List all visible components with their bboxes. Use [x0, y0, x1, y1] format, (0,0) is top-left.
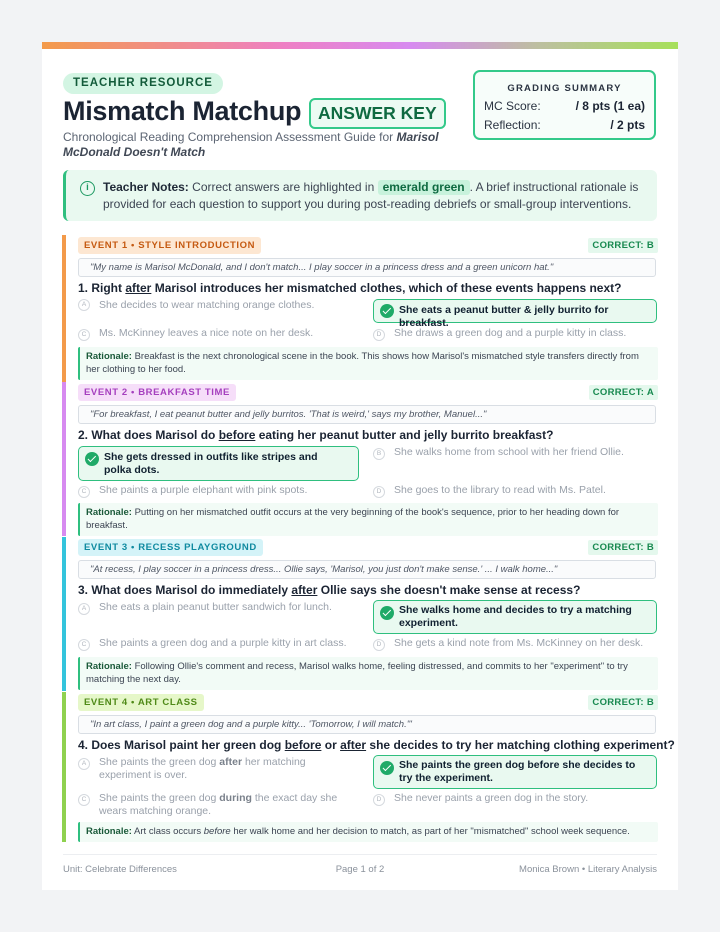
event-tag: EVENT 2 • BREAKFAST TIME — [78, 384, 236, 401]
option-text-post: her matching experiment is over. — [99, 756, 306, 781]
worksheet-page — [42, 42, 678, 890]
rationale-label: Rationale: — [86, 507, 132, 518]
notes-text-before: Correct answers are highlighted in — [188, 180, 378, 194]
rationale-emphasis: before — [203, 826, 231, 837]
section-color-bar — [62, 537, 66, 691]
rationale-label: Rationale: — [86, 351, 132, 362]
section-color-bar — [62, 382, 66, 536]
question-keyword-before: before — [284, 738, 322, 752]
question-keyword: before — [218, 428, 256, 442]
section-color-bar — [62, 235, 66, 385]
option-letter: D — [373, 794, 385, 806]
option-letter: D — [373, 486, 385, 498]
footer-unit: Unit: Celebrate Differences — [63, 864, 177, 875]
emerald-highlight: emerald green — [378, 180, 470, 195]
event-section-4 — [62, 692, 675, 842]
option-text: She walks home from school with her friend Ollie. — [394, 446, 624, 458]
option-letter: C — [78, 329, 90, 341]
check-circle-icon — [380, 606, 394, 620]
option-c[interactable] — [78, 792, 358, 820]
option-text: She eats a plain peanut butter sandwich for lunch. — [99, 601, 332, 613]
story-quote: "My name is Marisol McDonald, and I don't match... I play soccer in a princess dress and a green unicorn hat." — [78, 258, 656, 277]
option-text: She eats a peanut butter & jelly burrito for breakfast. — [399, 304, 609, 329]
grading-label: Reflection: — [484, 118, 541, 132]
resource-badge: TEACHER RESOURCE — [63, 73, 223, 94]
option-letter: D — [373, 639, 385, 651]
option-text: She walks home and decides to try a matching experiment. — [399, 604, 632, 629]
question-rest: she decides to try her matching clothing experiment? — [366, 738, 675, 752]
option-text — [99, 792, 359, 818]
option-text: She paints a green dog and a purple kitty in art class. — [99, 637, 347, 649]
question-prefix: 1. Right — [78, 281, 126, 295]
question-rest: Marisol introduces her mismatched clothes, which of these events happens next? — [151, 281, 622, 295]
question-prefix: 2. What does Marisol do — [78, 428, 219, 442]
grading-row-mc — [475, 99, 654, 113]
rationale-box — [78, 503, 658, 536]
option-letter: B — [373, 448, 385, 460]
option-text-bold: after — [219, 756, 243, 768]
story-quote: "At recess, I play soccer in a princess dress... Ollie says, 'Marisol, you just don't make sense.' ... I walk home..." — [78, 560, 656, 579]
option-letter: A — [78, 758, 90, 770]
option-d[interactable] — [373, 327, 657, 343]
question-text — [78, 583, 658, 597]
option-text: She decides to wear matching orange clothes. — [99, 299, 315, 311]
option-a[interactable] — [78, 756, 358, 784]
option-letter: C — [78, 486, 90, 498]
footer-page-number: Page 1 of 2 — [335, 864, 385, 875]
rationale-text: Following Ollie's comment and recess, Marisol walks home, feeling distressed, and commits to her "experiment" to try matching the next day. — [86, 661, 628, 685]
teacher-notes-callout — [63, 170, 657, 221]
grading-heading: GRADING SUMMARY — [507, 83, 622, 94]
page-subtitle — [63, 130, 483, 159]
rationale-box — [78, 822, 658, 842]
option-text: She paints a purple elephant with pink spots. — [99, 484, 308, 496]
rationale-label: Rationale: — [86, 661, 132, 672]
subtitle-text: Chronological Reading Comprehension Assessment Guide for — [63, 130, 397, 144]
event-tag: EVENT 3 • RECESS PLAYGROUND — [78, 539, 263, 556]
option-letter: D — [373, 329, 385, 341]
footer-author: Monica Brown • Literary Analysis — [519, 864, 657, 875]
page-footer — [63, 854, 657, 875]
grading-label: MC Score: — [484, 99, 541, 113]
question-keyword: after — [291, 583, 318, 597]
option-a-correct[interactable] — [78, 446, 359, 481]
option-d[interactable] — [373, 637, 657, 653]
section-color-bar — [62, 692, 66, 842]
option-a[interactable] — [78, 601, 358, 617]
gradient-top-bar — [42, 42, 678, 49]
option-text: Ms. McKinney leaves a nice note on her desk. — [99, 327, 314, 339]
correct-answer-badge: CORRECT: B — [588, 238, 658, 253]
check-circle-icon — [85, 452, 99, 466]
option-c[interactable] — [78, 484, 358, 500]
rationale-box — [78, 657, 658, 690]
option-letter: C — [78, 639, 90, 651]
option-text-pre: She paints the green dog — [99, 756, 220, 768]
rationale-text-pre: Art class occurs — [131, 826, 204, 837]
book-title: Marisol McDonald Doesn't Match — [63, 130, 439, 159]
grading-row-reflection — [475, 118, 654, 132]
teacher-notes-text — [103, 179, 643, 213]
correct-answer-badge: CORRECT: B — [588, 695, 658, 710]
question-keyword: after — [125, 281, 152, 295]
option-letter: A — [78, 299, 90, 311]
grading-value: / 8 pts (1 ea) — [575, 99, 645, 113]
event-tag: EVENT 1 • STYLE INTRODUCTION — [78, 237, 261, 254]
grading-summary — [473, 70, 656, 140]
option-text-post: the exact day she wears matching orange. — [99, 792, 338, 817]
rationale-text: Putting on her mismatched outfit occurs at the very beginning of the book's sequence, prior to her heading down for breakfast. — [86, 507, 620, 531]
question-text — [78, 281, 658, 295]
story-quote: "In art class, I paint a green dog and a purple kitty... 'Tomorrow, I will match.'" — [78, 715, 656, 734]
option-text: She paints the green dog before she decides to try the experiment. — [399, 759, 636, 784]
check-circle-icon — [380, 304, 394, 318]
event-tag: EVENT 4 • ART CLASS — [78, 694, 204, 711]
rationale-text-post: her walk home and her decision to match, as part of her "mismatched" school week sequence. — [230, 826, 630, 837]
event-section-1 — [62, 235, 658, 385]
question-keyword-after: after — [340, 738, 367, 752]
rationale-text: Breakfast is the next chronological scene in the book. This shows how Marisol's mismatched style transfers directly from her clothing to her food. — [86, 351, 639, 375]
rationale-box — [78, 347, 658, 380]
option-text: She draws a green dog and a purple kitty in class. — [394, 327, 627, 339]
event-section-3 — [62, 537, 658, 691]
option-text — [99, 756, 359, 782]
question-text — [78, 428, 658, 442]
event-section-2 — [62, 382, 658, 536]
correct-answer-badge: CORRECT: B — [588, 540, 658, 555]
grading-value: / 2 pts — [610, 118, 645, 132]
question-prefix: 3. What does Marisol do immediately — [78, 583, 292, 597]
question-rest: Ollie says she doesn't make sense at recess? — [317, 583, 581, 597]
option-text-bold: during — [219, 792, 252, 804]
question-mid: or — [321, 738, 341, 752]
option-c[interactable] — [78, 637, 358, 653]
option-d[interactable] — [373, 484, 657, 500]
option-letter: A — [78, 603, 90, 615]
option-letter: C — [78, 794, 90, 806]
notes-text-after: . A brief instructional rationale is provided for each question to support you during post-reading debriefs or small-group interventions. — [103, 180, 639, 211]
option-text: She gets dressed in outfits like stripes and polka dots. — [104, 451, 318, 476]
question-prefix: 4. Does Marisol paint her green dog — [78, 738, 285, 752]
question-text — [78, 738, 675, 752]
check-circle-icon — [380, 761, 394, 775]
option-b[interactable] — [373, 446, 657, 462]
rationale-label: Rationale: — [86, 826, 132, 837]
info-icon: i — [80, 181, 95, 196]
question-rest: eating her peanut butter and jelly burrito breakfast? — [255, 428, 554, 442]
page-title: Mismatch Matchup — [63, 96, 302, 126]
option-b-correct[interactable] — [373, 299, 657, 329]
option-c[interactable] — [78, 327, 358, 343]
option-text: She gets a kind note from Ms. McKinney on her desk. — [394, 637, 644, 649]
option-b-correct[interactable] — [373, 600, 657, 634]
answer-key-badge: ANSWER KEY — [309, 98, 446, 129]
story-quote: "For breakfast, I eat peanut butter and jelly burritos. 'That is weird,' says my brother, Manuel..." — [78, 405, 656, 424]
correct-answer-badge: CORRECT: A — [589, 385, 658, 400]
option-b-correct[interactable] — [373, 755, 657, 789]
teacher-notes-label: Teacher Notes: — [103, 180, 189, 194]
option-d[interactable] — [373, 792, 657, 808]
option-text: She never paints a green dog in the story. — [394, 792, 589, 804]
option-text: She goes to the library to read with Ms. Patel. — [394, 484, 606, 496]
option-text-pre: She paints the green dog — [99, 792, 220, 804]
option-a[interactable] — [78, 299, 358, 315]
